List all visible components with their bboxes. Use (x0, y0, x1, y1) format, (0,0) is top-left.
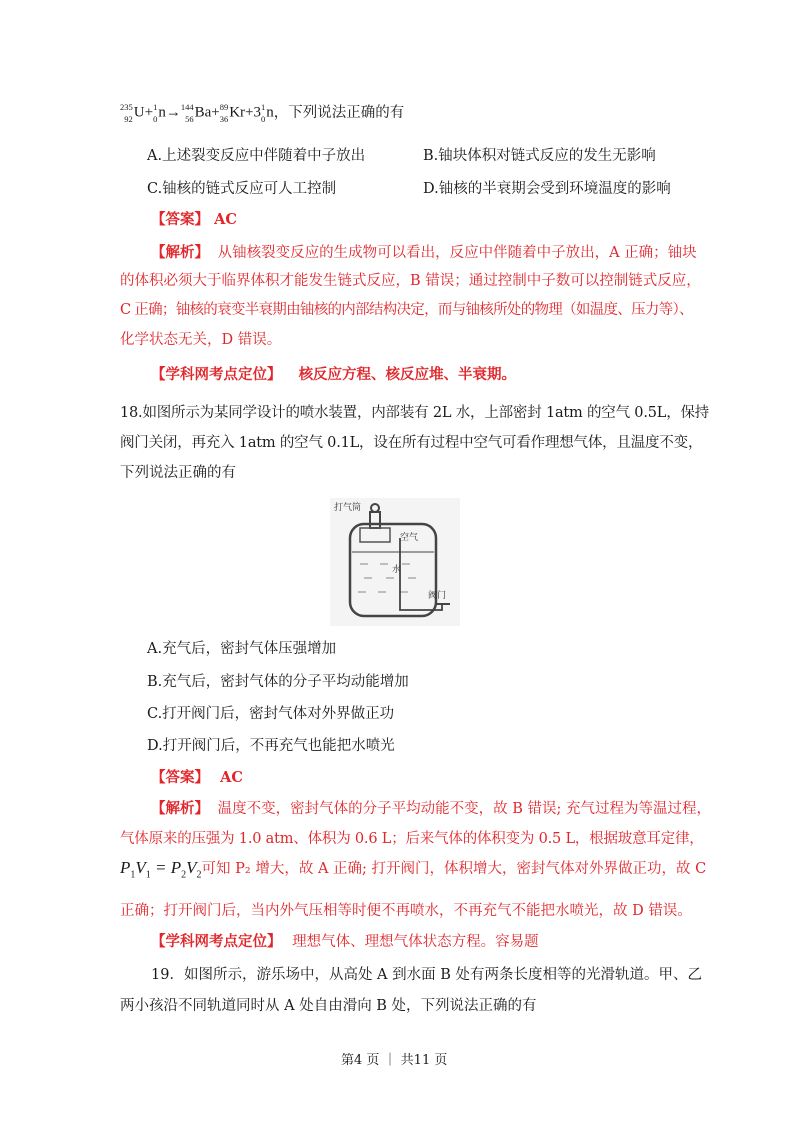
q17-analysis (151, 244, 697, 262)
analysis-label: 【解析】 (151, 800, 209, 817)
q17-analysis-line-4: 化学状态无关，D 错误。 (120, 332, 282, 348)
q18-option-a: A.充气后，密封气体压强增加 (147, 641, 337, 657)
q18-analysis-line-2: 气体原来的压强为 1.0 atm、体积为 0.6 L；后来气体的体积变为 0.5 L，根据玻意耳定律， (120, 831, 704, 847)
page-footer: 第4 页 ｜ 共11 页 (341, 1053, 448, 1068)
isotope-kr89: 89 36 (219, 102, 229, 124)
q18-stem-line-3: 下列说法正确的有 (120, 465, 236, 481)
label-air: 空气 (400, 533, 419, 543)
answer-value: AC (214, 211, 237, 228)
boyle-law-formula: $P_1V_1 = P_2V_2$ (120, 858, 202, 881)
analysis-line-1: 从铀核裂变反应的生成物可以看出，反应中伴随着中子放出，A 正确；铀块 (217, 245, 697, 261)
q18-option-b: B.充气后，密封气体的分子平均动能增加 (147, 674, 409, 690)
kaodian-label: 【学科网考点定位】 (151, 933, 282, 950)
kaodian-label: 【学科网考点定位】 (151, 366, 282, 383)
sprayer-figure (330, 498, 460, 626)
label-pump: 打气筒 (334, 503, 362, 513)
q18-analysis-line-3 (120, 859, 706, 884)
q19-stem-line-2: 两小孩沿不同轨道同时从 A 处自由滑向 B 处，下列说法正确的有 (120, 998, 537, 1014)
analysis-label: 【解析】 (151, 244, 209, 261)
q17-analysis-line-3: C 正确；铀核的衰变半衰期由铀核的内部结构决定，而与铀核所处的物理（如温度、压力等）、 (120, 302, 693, 318)
analysis-line-3-tail: 可知 P₂ 增大，故 A 正确; 打开阀门，体积增大，密封气体对外界做正功，故 C (201, 861, 707, 877)
answer-label: 【答案】 (151, 211, 209, 228)
answer-value: AC (220, 769, 243, 786)
answer-label: 【答案】 (151, 769, 209, 786)
isotope-ba144: 144 56 (180, 102, 194, 124)
analysis-line-1: 温度不变，密封气体的分子平均动能不变，故 B 错误; 充气过程为等温过程， (217, 801, 711, 817)
q17-answer (151, 211, 237, 229)
isotope-neutron: 1 0 (153, 102, 158, 124)
q18-analysis-line-4: 正确；打开阀门后，当内外气压相等时便不再喷水，不再充气不能把水喷光，故 D 错误。 (120, 903, 692, 919)
q18-option-c: C.打开阀门后，密封气体对外界做正功 (147, 706, 395, 722)
q18-kaodian (151, 933, 539, 951)
q19-stem-line-1: 19．如图所示，游乐场中，从高处 A 到水面 B 处有两条长度相等的光滑轨道。甲、乙 (151, 967, 703, 983)
q18-option-d: D.打开阀门后，不再充气也能把水喷光 (147, 738, 395, 754)
kaodian-text: 理想气体、理想气体状态方程。容易题 (292, 934, 539, 950)
q18-analysis (151, 800, 711, 818)
label-water: 水 (392, 565, 402, 575)
q17-option-d: D.铀核的半衰期会受到环境温度的影响 (423, 181, 671, 197)
q18-stem-line-2: 阀门关闭，再充入 1atm 的空气 0.1L，设在所有过程中空气可看作理想气体，且温度不变， (120, 435, 703, 451)
isotope-neutron-product: 1 0 (261, 102, 266, 124)
sprayer-diagram (330, 498, 460, 626)
q17-kaodian (151, 366, 516, 384)
q17-analysis-line-2: 的体积必须大于临界体积才能发生链式反应，B 错误；通过控制中子数可以控制链式反应， (120, 273, 701, 289)
isotope-u235: 235 92 (120, 102, 133, 124)
nuclear-equation: 235 92 U+ 1 0 n→ 144 56 Ba+ 89 36 Kr+3 1 0 n，下列说法正确的有 (120, 102, 405, 124)
question-17-stem: ，下列说法正确的有 (273, 105, 405, 121)
q18-stem-line-1: 18.如图所示为某同学设计的喷水装置，内部装有 2L 水，上部密封 1atm 的空气 0.5L，保持 (120, 405, 710, 421)
kaodian-text: 核反应方程、核反应堆、半衰期。 (298, 366, 517, 383)
q18-answer (151, 769, 243, 787)
q17-option-b: B.铀块体积对链式反应的发生无影响 (423, 148, 656, 164)
q17-option-c: C.铀核的链式反应可人工控制 (147, 181, 337, 197)
label-valve: 阀门 (428, 591, 447, 601)
q17-option-a: A.上述裂变反应中伴随着中子放出 (147, 148, 366, 164)
